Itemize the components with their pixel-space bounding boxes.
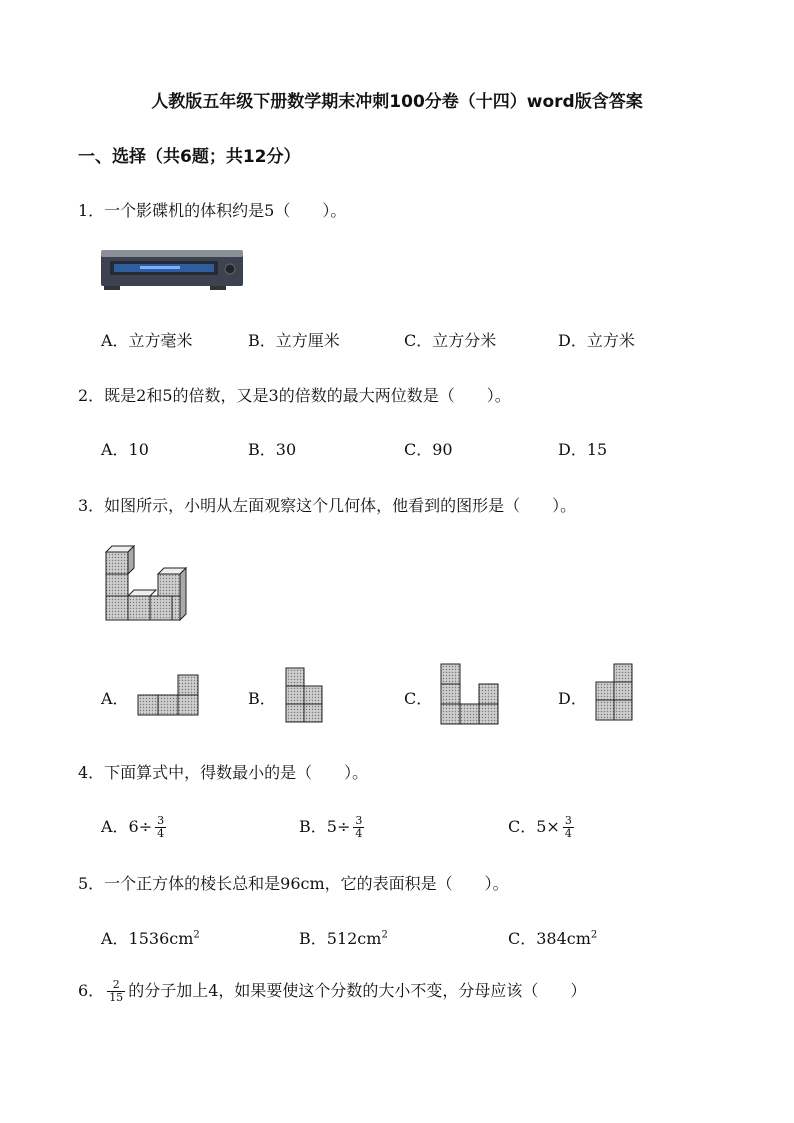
q5-option-c-label: C．384cm — [508, 929, 591, 948]
fraction-denominator: 4 — [564, 827, 572, 840]
fraction-numerator: 2 — [107, 979, 125, 992]
q1-option-d: D．立方米 — [558, 331, 635, 350]
fraction-numerator: 3 — [564, 814, 572, 827]
q4-option-a — [101, 814, 169, 840]
fraction-denominator: 4 — [355, 827, 363, 840]
q1-option-c: C．立方分米 — [404, 331, 497, 350]
q4-option-a-label: A．6÷ — [101, 817, 153, 836]
fraction — [155, 815, 166, 840]
q1-option-a: A．立方毫米 — [101, 331, 193, 350]
fraction-numerator: 3 — [355, 814, 363, 827]
section-heading: 一、选择（共6题；共12分） — [78, 147, 301, 167]
q3-option-c-figure — [439, 662, 501, 726]
q3-option-d: D． — [558, 689, 587, 708]
question-2: 2．既是2和5的倍数，又是3的倍数的最大两位数是（ ）。 — [78, 386, 511, 405]
q4-option-c — [508, 814, 577, 840]
question-4: 4．下面算式中，得数最小的是（ ）。 — [78, 763, 369, 782]
cube-structure-figure — [102, 544, 192, 626]
superscript: 2 — [381, 929, 388, 941]
fraction-numerator: 3 — [157, 814, 165, 827]
q3-option-a-figure — [136, 673, 200, 717]
q4-option-b — [299, 814, 367, 840]
q2-option-d: D．15 — [558, 440, 608, 459]
q3-option-b-figure — [284, 666, 326, 726]
superscript: 2 — [193, 929, 200, 941]
q2-option-b: B．30 — [248, 440, 297, 459]
q3-option-c: C． — [404, 689, 433, 708]
fraction — [353, 815, 364, 840]
q3-option-a: A． — [101, 689, 129, 708]
fraction — [107, 979, 125, 1004]
q5-option-a-label: A．1536cm — [101, 929, 194, 948]
fraction — [563, 815, 574, 840]
q1-option-b: B．立方厘米 — [248, 331, 340, 350]
question-6-number: 6． — [78, 981, 105, 1000]
question-6 — [78, 978, 586, 1004]
fraction-denominator: 4 — [157, 827, 165, 840]
q2-option-a: A．10 — [101, 440, 149, 459]
q2-option-c: C．90 — [404, 440, 453, 459]
question-1: 1．一个影碟机的体积约是5（ ）。 — [78, 201, 347, 220]
q5-option-b — [299, 926, 388, 949]
question-5: 5．一个正方体的棱长总和是96cm，它的表面积是（ ）。 — [78, 874, 509, 893]
q5-option-a — [101, 926, 200, 949]
question-6-text: 的分子加上4，如果要使这个分数的大小不变，分母应该（ ） — [128, 981, 587, 1000]
dvd-player-icon — [100, 248, 246, 294]
q5-option-b-label: B．512cm — [299, 929, 382, 948]
q3-option-b: B． — [248, 689, 276, 708]
fraction-denominator: 15 — [109, 991, 124, 1004]
q5-option-c — [508, 926, 597, 949]
page-title: 人教版五年级下册数学期末冲刺100分卷（十四）word版含答案 — [151, 92, 643, 112]
q3-option-d-figure — [594, 662, 636, 724]
q4-option-c-label: C．5× — [508, 817, 560, 836]
superscript: 2 — [590, 929, 598, 941]
q4-option-b-label: B．5÷ — [299, 817, 351, 836]
question-3: 3．如图所示，小明从左面观察这个几何体，他看到的图形是（ ）。 — [78, 496, 577, 515]
